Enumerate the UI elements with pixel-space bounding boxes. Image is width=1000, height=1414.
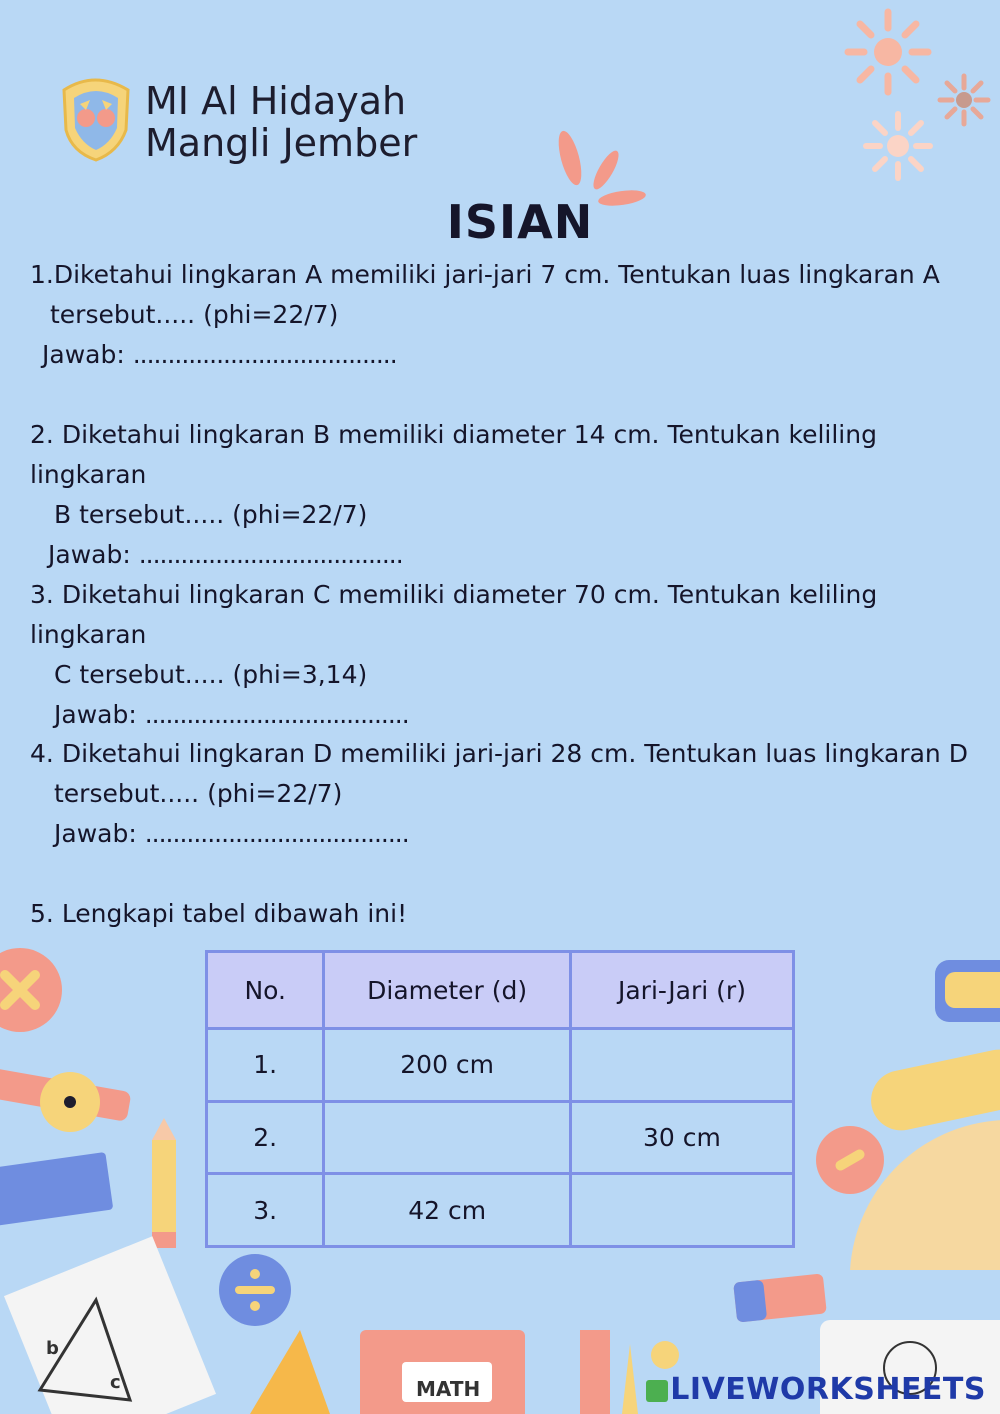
school-name-line2: Mangli Jember (145, 121, 418, 165)
question-text-line2: B tersebut..... (phi=22/7) (54, 500, 368, 529)
question-text-line2: tersebut..... (phi=22/7) (54, 779, 343, 808)
triangle-label-b: b (46, 1338, 59, 1359)
answer-label: Jawab: (48, 540, 131, 569)
answer-row (30, 335, 995, 375)
minus-button-decoration (816, 1126, 884, 1194)
answer-label: Jawab: (54, 700, 137, 729)
question-5 (30, 894, 995, 934)
compass-decoration (0, 1066, 132, 1132)
question-text-line1: Diketahui lingkaran B memiliki diameter 14 cm. Tentukan keliling lingkaran (30, 420, 877, 489)
question-number: 3. (30, 580, 54, 609)
page-title: ISIAN (446, 195, 594, 249)
question-text-line1: Diketahui lingkaran A memiliki jari-jari 7 cm. Tentukan luas lingkaran A (53, 260, 940, 289)
question-3 (30, 575, 995, 735)
answer-blank[interactable]: ...................................... (144, 700, 409, 729)
question-text-line1: Lengkapi tabel dibawah ini! (61, 899, 408, 928)
answer-blank[interactable]: ...................................... (144, 819, 409, 848)
answer-blank[interactable]: ...................................... (138, 540, 403, 569)
ruler-decoration-left (0, 1152, 113, 1226)
table-cell-radius: 30 cm (570, 1101, 793, 1174)
question-number: 4. (30, 739, 54, 768)
table-row (207, 1101, 794, 1174)
math-book-decoration (360, 1330, 525, 1414)
liveworksheets-brand[interactable] (646, 1372, 986, 1407)
question-2 (30, 415, 995, 575)
tape-measure-decoration (866, 1044, 1000, 1136)
question-text-line2: C tersebut..... (phi=3,14) (54, 660, 368, 689)
answer-label: Jawab: (54, 819, 137, 848)
table-row (207, 1174, 794, 1247)
table-cell-radius[interactable] (570, 1029, 793, 1102)
question-1 (30, 255, 995, 375)
table-cell-diameter: 42 cm (324, 1174, 571, 1247)
flower-decoration-small (940, 76, 988, 124)
table-header-diameter: Diameter (d) (324, 952, 571, 1029)
table-cell-radius[interactable] (570, 1174, 793, 1247)
question-text-line1: Diketahui lingkaran C memiliki diameter 70 cm. Tentukan keliling lingkaran (30, 580, 878, 649)
question-text-line2: tersebut..... (phi=22/7) (50, 300, 339, 329)
question-4 (30, 734, 995, 854)
check-button-decoration (935, 960, 1000, 1022)
table-cell-no: 3. (207, 1174, 324, 1247)
cone-decoration (250, 1330, 330, 1414)
table-cell-no: 2. (207, 1101, 324, 1174)
math-book-label: MATH (416, 1377, 481, 1401)
eraser-decoration (733, 1273, 827, 1322)
pencil-decoration (152, 1118, 176, 1248)
table-row (207, 1029, 794, 1102)
brand-text: LIVEWORKSHEETS (670, 1372, 986, 1407)
answer-row (30, 814, 995, 854)
answer-blank[interactable]: ...................................... (132, 340, 397, 369)
table-cell-diameter: 200 cm (324, 1029, 571, 1102)
question-number: 2. (30, 420, 54, 449)
flower-decoration-mid (866, 114, 930, 178)
question-text-line1: Diketahui lingkaran D memiliki jari-jari 28 cm. Tentukan luas lingkaran D (61, 739, 968, 768)
answer-row (30, 695, 995, 735)
diameter-radius-table (205, 950, 795, 1248)
table-header-row (207, 952, 794, 1029)
table-cell-no: 1. (207, 1029, 324, 1102)
table-cell-diameter[interactable] (324, 1101, 571, 1174)
triangle-label-c: c (110, 1372, 121, 1393)
answer-label: Jawab: (42, 340, 125, 369)
table-header-no: No. (207, 952, 324, 1029)
divide-button-decoration (219, 1254, 291, 1326)
school-name-line1: MI Al Hidayah (145, 79, 407, 123)
question-number: 1. (30, 260, 54, 289)
answer-row (30, 535, 995, 575)
brand-logo-icon (646, 1380, 668, 1402)
table-header-radius: Jari-Jari (r) (570, 952, 793, 1029)
flower-decoration-large (848, 12, 928, 92)
question-number: 5. (30, 899, 54, 928)
school-name (145, 80, 417, 164)
multiply-button-decoration (0, 948, 62, 1032)
school-shield-logo (64, 80, 128, 160)
